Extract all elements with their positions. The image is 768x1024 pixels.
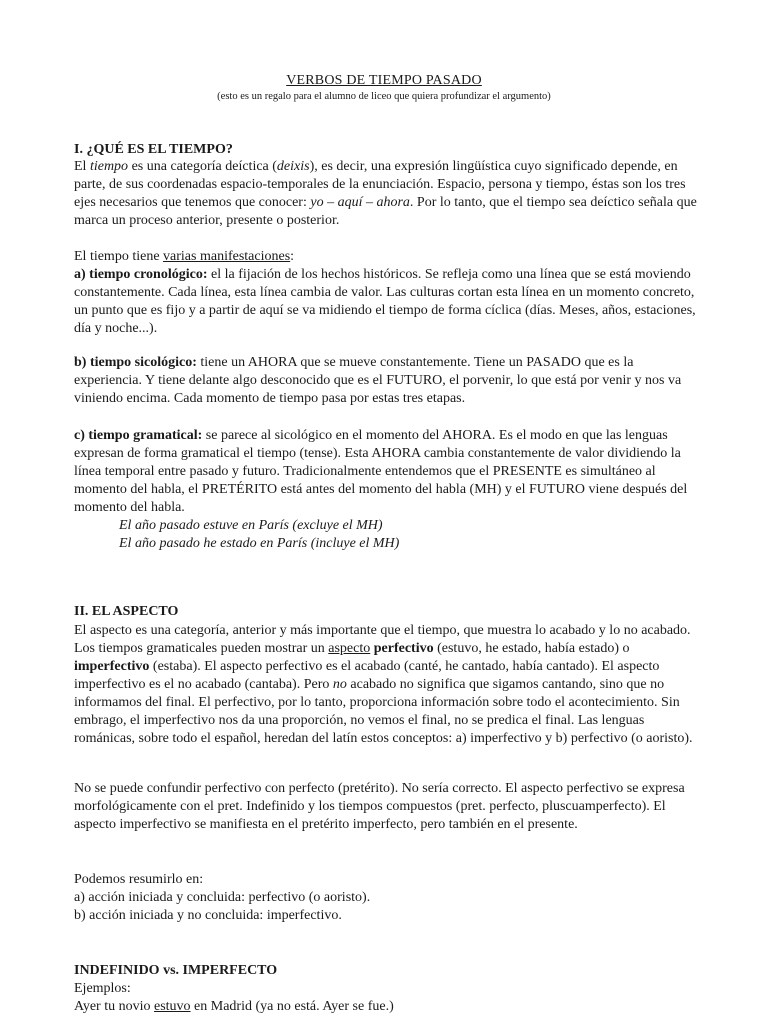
text-run: El — [74, 159, 90, 174]
example-line: El año pasado he estado en París (incluye el MH) — [119, 536, 400, 551]
text-run: ), es decir, una expresión lingüística cuyo significado depende, en parte, de sus coordenadas espacio-temporales de la enunciación. Espacio, persona y tiempo, éstas son los tres ejes necesarios que tenemos que conocer: — [74, 159, 686, 210]
text-run: acabado no significa que sigamos cantando, sino que no informamos del final. El perfectivo, por lo tanto, proporciona información sobre todo el acontecimiento. Sin embrago, el imperfectivo nos da una proporción, no vemos el final, no se predica el final. Las lenguas románicas, sobre todo el español, heredan del latín estos conceptos: a) imperfectivo y b) perfectivo (o aoristo). — [74, 677, 693, 746]
underlined-term: varias manifestaciones — [163, 249, 291, 264]
text-run: se parece al sicológico en el momento del AHORA. Es el modo en que las lenguas expresan de forma gramatical el tiempo (tense). Esta AHORA cambia constantemente de valor dividiendo la línea temporal entre pasado y futuro. Tradicionalmente entendemos que el PRESENTE es simultáneo al momento del habla, el PRETÉRITO está antes del momento del habla (MH) y el FUTURO viene después del momento del habla. — [74, 428, 688, 515]
text-run: Ayer tu novio — [74, 999, 154, 1014]
text-run: el la fijación de los hechos históricos. Se refleja como una línea que se está moviendo constantemente. Cada línea, esta línea cambia de valor. Las culturas cortan esta línea en un momento concreto, un punto que es fijo y a partir de aquí se va midiendo el tiempo de forma cíclica (días. Meses, años, estaciones, día y noche...). — [74, 267, 696, 336]
text-run: . Por lo tanto, que el tiempo sea deíctico señala que marca un proceso anterior, presente o posterior. — [74, 195, 697, 228]
underlined-term: aspecto — [328, 641, 371, 656]
text-run: El aspecto es una categoría, anterior y más importante que el tiempo, que muestra lo acabado y lo no acabado. Los tiempos gramaticales pueden mostrar un — [74, 623, 691, 656]
text-run: tiene un AHORA que se mueve constantemente. Tiene un PASADO que es la experiencia. Y tiene delante algo desconocido que es el FUTURO, el porvenir, lo que está por venir y nos va viniendo encima. Cada momento de tiempo pasa por estas tres etapas. — [74, 355, 682, 406]
underlined-term: estuvo — [153, 999, 191, 1014]
section-heading: INDEFINIDO vs. IMPERFECTO — [74, 963, 278, 978]
italic-term: tiempo — [89, 159, 129, 174]
example-intro: Ejemplos: — [74, 981, 131, 996]
text-run: en Madrid (ya no está. Ayer se fue.) — [190, 999, 394, 1014]
summary-line: a) acción iniciada y concluida: perfectivo (o aoristo). — [74, 890, 371, 905]
section-2-summary — [74, 871, 704, 925]
bold-label: a) tiempo cronológico: — [74, 267, 208, 282]
paragraph — [74, 248, 704, 266]
bold-label: c) tiempo gramatical: — [74, 428, 203, 443]
section-1-paragraph-2 — [74, 248, 704, 338]
section-2-heading — [74, 603, 704, 621]
section-1-paragraph-b — [74, 354, 704, 408]
italic-term: deixis — [276, 159, 310, 174]
text-run: (estaba). El aspecto perfectivo es el acabado (canté, he cantado, había cantado). El aspecto imperfectivo es el no acabado (cantaba). Pero — [74, 659, 660, 692]
paragraph — [74, 622, 704, 748]
text-run: es una categoría deíctica ( — [128, 159, 277, 174]
bold-label: b) tiempo sicológico: — [74, 355, 197, 370]
summary-line: b) acción iniciada y no concluida: imperfectivo. — [74, 908, 342, 923]
text-run: El tiempo tiene — [74, 249, 164, 264]
example-line — [74, 998, 704, 1016]
paragraph — [74, 354, 704, 408]
italic-term: no — [332, 677, 347, 692]
section-2-paragraph-2 — [74, 780, 704, 834]
section-3 — [74, 962, 704, 1016]
section-1-heading — [74, 141, 704, 159]
section-heading: I. ¿QUÉ ES EL TIEMPO? — [74, 142, 233, 157]
document-title: VERBOS DE TIEMPO PASADO — [286, 73, 482, 88]
text-run: : — [290, 249, 295, 264]
paragraph — [74, 266, 704, 338]
section-1-paragraph-1 — [74, 158, 704, 230]
example-line: El año pasado estuve en París (excluye el MH) — [119, 518, 383, 533]
section-2-paragraph-1 — [74, 622, 704, 748]
document-subtitle: (esto es un regalo para el alumno de liceo que quiera profundizar el argumento) — [217, 91, 551, 102]
paragraph — [74, 427, 704, 517]
bold-term: perfectivo — [373, 641, 434, 656]
text-run: (estuvo, he estado, había estado) o — [433, 641, 630, 656]
paragraph — [74, 158, 704, 230]
section-heading: II. EL ASPECTO — [74, 604, 179, 619]
paragraph: No se puede confundir perfectivo con perfecto (pretérito). No sería correcto. El aspecto perfectivo se expresa morfológicamente con el pret. Indefinido y los tiempos compuestos (pret. perfecto, pluscuamperfecto). El aspecto imperfectivo se manifiesta en el pretérito imperfecto, pero también en el presente. — [74, 781, 685, 832]
section-1-paragraph-c — [74, 427, 704, 553]
italic-term: yo – aquí – ahora — [310, 195, 410, 210]
bold-term: imperfectivo — [74, 659, 150, 674]
summary-line: Podemos resumirlo en: — [74, 872, 204, 887]
